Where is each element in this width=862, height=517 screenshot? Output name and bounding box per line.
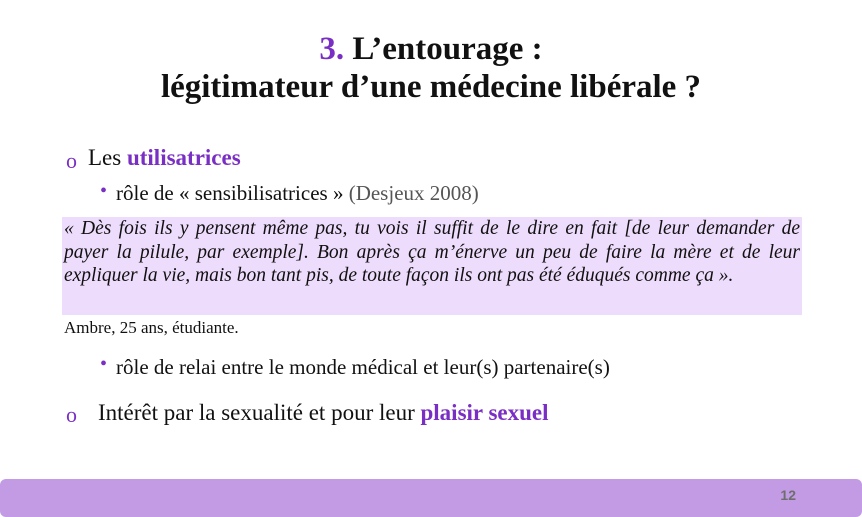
- bullet-interet: [98, 399, 549, 427]
- title-number: 3.: [319, 31, 345, 67]
- page-number: 12: [780, 487, 796, 503]
- title-line-1: [0, 30, 862, 68]
- bullet-marker: o: [66, 148, 77, 173]
- title-line-2: légitimateur d’une médecine libérale ?: [160, 69, 702, 105]
- sub-bullet-sensibilisatrices: [116, 180, 479, 206]
- sub-bullet-relai: rôle de relai entre le monde médical et leur(s) partenaire(s): [116, 355, 610, 379]
- item1-highlight: utilisatrices: [126, 145, 241, 170]
- bullet-utilisatrices: [88, 144, 241, 172]
- sub1-reference: (Desjeux 2008): [348, 181, 479, 205]
- item1-prefix: Les: [88, 145, 127, 170]
- footer-bar: [0, 479, 862, 517]
- sub-bullet-marker: •: [100, 353, 108, 375]
- sub1-text: rôle de « sensibilisatrices »: [116, 181, 349, 205]
- title-text-1: L’entourage :: [352, 31, 543, 67]
- item2-highlight: plaisir sexuel: [420, 400, 549, 425]
- quote-block: « Dès fois ils y pensent même pas, tu vois il suffit de le dire en fait [de leur demander de payer la pilule, par exemple]. Bon après ça m’énerve un peu de faire la mère et de leur expliquer la vie, mais bon tant pis, de toute façon ils ont pas été éduqués comme ça ».: [62, 217, 802, 315]
- slide-title: [0, 30, 862, 106]
- bullet-marker: o: [66, 402, 77, 427]
- quote-attribution: Ambre, 25 ans, étudiante.: [64, 318, 239, 337]
- sub-bullet-marker: •: [100, 180, 108, 202]
- item2-prefix: Intérêt par la sexualité et pour leur: [98, 400, 421, 425]
